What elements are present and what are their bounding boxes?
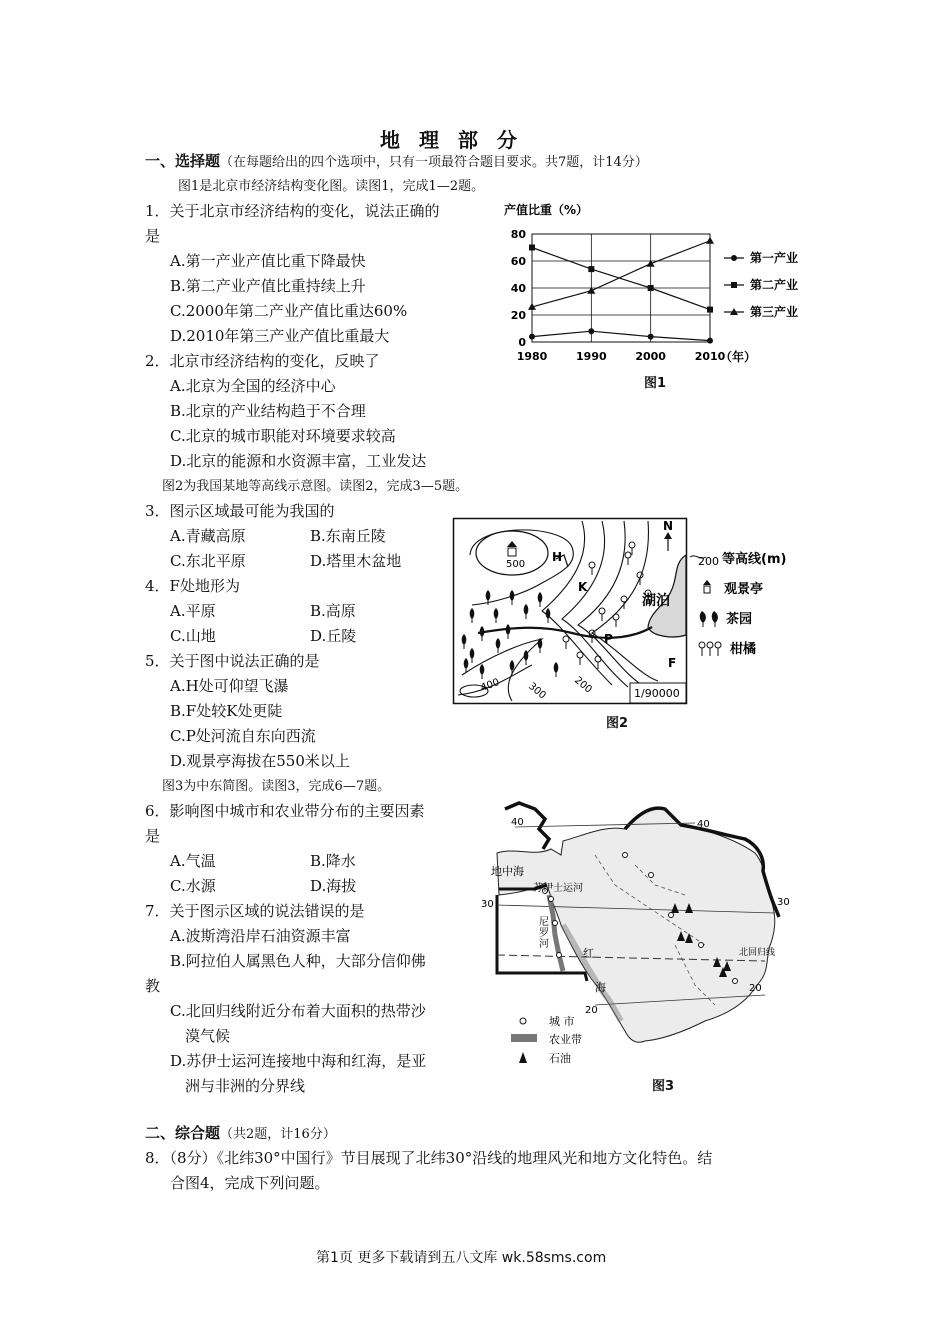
legend-pavilion-icon — [703, 580, 711, 593]
question-5-option-d: D.观景亭海拔在550米以上 — [170, 752, 350, 770]
page-footer: 第1页 更多下载请到五八文库 wk.58sms.com — [316, 1250, 607, 1266]
question-1-option-c: C.2000年第二产业产值比重达60% — [170, 302, 408, 320]
lat-label-30-right: 30 — [777, 897, 790, 908]
legend-oil-icon — [519, 1052, 527, 1063]
question-4-option-c: C.山地 — [170, 627, 216, 645]
legend-agri-label: 农业带 — [549, 1033, 582, 1046]
series-line-2 — [532, 248, 710, 310]
series-line-3 — [532, 241, 710, 307]
data-point — [588, 266, 594, 272]
figure-1-chart — [498, 198, 818, 398]
question-5-stem: 5．关于图中说法正确的是 — [145, 652, 320, 670]
question-4-option-a: A.平原 — [170, 602, 216, 620]
label-red-sea-2: 海 — [595, 981, 606, 994]
legend-city-icon — [520, 1018, 526, 1024]
lat-label-20-left: 20 — [585, 1005, 598, 1016]
legend-orange-label: 柑橘 — [730, 642, 757, 657]
legend-orange-icon — [699, 642, 721, 656]
section1-heading: 一、选择题 — [145, 152, 221, 170]
chart-ylabel: 产值比重（%） — [504, 203, 589, 217]
question-1-option-d: D.2010年第三产业产值比重最大 — [170, 327, 390, 345]
question-5-option-b: B.F处较K处更陡 — [170, 702, 283, 720]
question-7-option-c-cont: 漠气候 — [185, 1027, 231, 1045]
label-nile-2: 罗 — [539, 928, 549, 939]
question-4-option-d: D.丘陵 — [310, 627, 357, 645]
question-6-stem: 6．影响图中城市和农业带分布的主要因素 — [145, 802, 425, 820]
question-7-option-c: C.北回归线附近分布着大面积的热带沙 — [170, 1002, 426, 1020]
lat-label-40-left: 40 — [511, 817, 524, 828]
data-point — [706, 237, 714, 244]
chart-legend — [724, 250, 798, 319]
question-4-option-b: B.高原 — [310, 602, 356, 620]
legend-city-label: 城 市 — [549, 1015, 575, 1028]
series-line-1 — [532, 331, 710, 340]
chart-series — [528, 237, 714, 344]
question-7-option-b: B.阿拉伯人属黑色人种，大部分信仰佛 — [170, 952, 426, 970]
north-label: N — [663, 519, 674, 533]
label-suez-canal: 苏伊士运河 — [533, 883, 583, 894]
question-7-option-d: D.苏伊士运河连接地中海和红海，是亚 — [170, 1052, 427, 1070]
question-6-option-c: C.水源 — [170, 877, 216, 895]
intro-q1: 图1是北京市经济结构变化图。读图1，完成1—2题。 — [178, 179, 485, 194]
section1-note: （在每题给出的四个选项中，只有一项最符合题目要求。共7题，计14分） — [220, 155, 648, 170]
y-tick-label: 80 — [510, 228, 526, 241]
label-p: P — [604, 632, 613, 646]
legend-agri-icon — [511, 1034, 537, 1042]
question-2-option-d: D.北京的能源和水资源丰富，工业发达 — [170, 452, 427, 470]
question-1-stem: 1．关于北京市经济结构的变化，说法正确的 — [145, 202, 440, 220]
legend-pavilion-label: 观景亭 — [724, 582, 764, 597]
contour-label-500: 500 — [506, 559, 526, 570]
label-mediterranean: 地中海 — [491, 865, 524, 878]
figure-1-caption: 图1 — [643, 376, 667, 391]
contour-label-300: 300 — [526, 680, 548, 702]
y-tick-label: 0 — [518, 336, 526, 349]
legend-contour-value: 200 — [698, 555, 719, 568]
question-6-option-a: A.气温 — [170, 852, 216, 870]
section2-header — [145, 1121, 336, 1147]
y-tick-label: 40 — [510, 282, 526, 295]
data-point — [648, 285, 654, 291]
figure-3-caption: 图3 — [651, 1079, 675, 1094]
label-red-sea-1: 红 — [583, 947, 594, 960]
question-6-option-b: B.降水 — [310, 852, 356, 870]
data-point — [707, 307, 713, 313]
question-6-option-d: D.海拔 — [310, 877, 357, 895]
question-7-option-a: A.波斯湾沿岸石油资源丰富 — [170, 927, 351, 945]
question-7-option-d-cont: 洲与非洲的分界线 — [185, 1077, 306, 1095]
label-nile-1: 尼 — [539, 917, 549, 928]
question-2-option-c: C.北京的城市职能对环境要求较高 — [170, 427, 396, 445]
question-4-stem: 4．F处地形为 — [145, 577, 240, 595]
legend-tea-label: 茶园 — [726, 612, 753, 627]
question-7-option-b-cont: 教 — [145, 977, 161, 995]
chart-xlabel: （年） — [720, 350, 757, 364]
data-point — [529, 334, 535, 340]
y-tick-label: 20 — [510, 309, 526, 322]
data-point — [648, 334, 654, 340]
x-tick-label: 2000 — [635, 350, 666, 363]
lat-label-20-right: 20 — [749, 983, 762, 994]
question-1-stem-cont: 是 — [145, 227, 161, 245]
x-tick-label: 2010 — [694, 350, 726, 363]
question-1-option-b: B.第二产业产值比重持续上升 — [170, 277, 366, 295]
lat-label-40-right: 40 — [697, 819, 710, 830]
label-f: F — [668, 656, 677, 670]
label-h: H — [552, 550, 563, 564]
intro-q3: 图2为我国某地等高线示意图。读图2，完成3—5题。 — [162, 479, 469, 494]
x-tick-label: 1990 — [576, 350, 607, 363]
question-3-option-c: C.东北平原 — [170, 552, 246, 570]
figure-2-legend — [690, 551, 786, 657]
figure-2-contour-map — [452, 515, 792, 710]
question-3-stem: 3．图示区域最可能为我国的 — [145, 502, 335, 520]
legend-contour-label: 等高线(m) — [722, 552, 787, 567]
question-2-option-a: A.北京为全国的经济中心 — [170, 377, 336, 395]
legend-label: 第三产业 — [750, 305, 799, 319]
page-title: 地 理 部 分 — [380, 128, 523, 152]
contour-label-200: 200 — [572, 674, 594, 696]
figure-2-caption: 图2 — [605, 716, 629, 731]
chart-grid — [532, 234, 710, 342]
contour-label-400: 400 — [479, 676, 501, 694]
chart-axes — [511, 228, 726, 363]
figure-3-map — [475, 795, 805, 1080]
question-3-option-a: A.青藏高原 — [170, 527, 246, 545]
data-point — [707, 338, 713, 344]
question-3-option-b: B.东南丘陵 — [310, 527, 386, 545]
label-nile-3: 河 — [539, 939, 549, 950]
lat-label-30-left: 30 — [481, 899, 494, 910]
question-2-stem: 2．北京市经济结构的变化，反映了 — [145, 352, 380, 370]
label-k: K — [578, 580, 588, 594]
section1-header — [145, 149, 648, 175]
question-2-option-b: B.北京的产业结构趋于不合理 — [170, 402, 366, 420]
section2-note: （共2题，计16分） — [220, 1127, 336, 1142]
label-tropic: 北回归线 — [739, 948, 776, 958]
legend-oil-label: 石油 — [549, 1052, 571, 1065]
question-1-option-a: A.第一产业产值比重下降最快 — [170, 252, 366, 270]
legend-label: 第一产业 — [750, 251, 799, 265]
data-point — [731, 255, 737, 261]
intro-q6: 图3为中东简图。读图3，完成6—7题。 — [162, 779, 391, 794]
legend-label: 第二产业 — [750, 278, 799, 292]
data-point — [731, 282, 737, 288]
question-8-line2: 合图4，完成下列问题。 — [170, 1174, 330, 1192]
question-5-option-a: A.H处可仰望飞瀑 — [170, 677, 289, 695]
question-7-stem: 7．关于图示区域的说法错误的是 — [145, 902, 365, 920]
question-8-line1: 8．（8分）《北纬30°中国行》节目展现了北纬30°沿线的地理风光和地方文化特色。结 — [145, 1149, 713, 1167]
section2-heading: 二、综合题 — [145, 1124, 221, 1142]
y-tick-label: 60 — [510, 255, 526, 268]
data-point — [529, 245, 535, 251]
label-lake: 湖泊 — [642, 593, 670, 609]
data-point — [588, 328, 594, 334]
question-3-option-d: D.塔里木盆地 — [310, 552, 402, 570]
question-6-stem-cont: 是 — [145, 827, 161, 845]
x-tick-label: 1980 — [516, 350, 548, 363]
map-scale: 1/90000 — [634, 687, 680, 700]
legend-tea-icon — [700, 611, 718, 627]
question-5-option-c: C.P处河流自东向西流 — [170, 727, 316, 745]
